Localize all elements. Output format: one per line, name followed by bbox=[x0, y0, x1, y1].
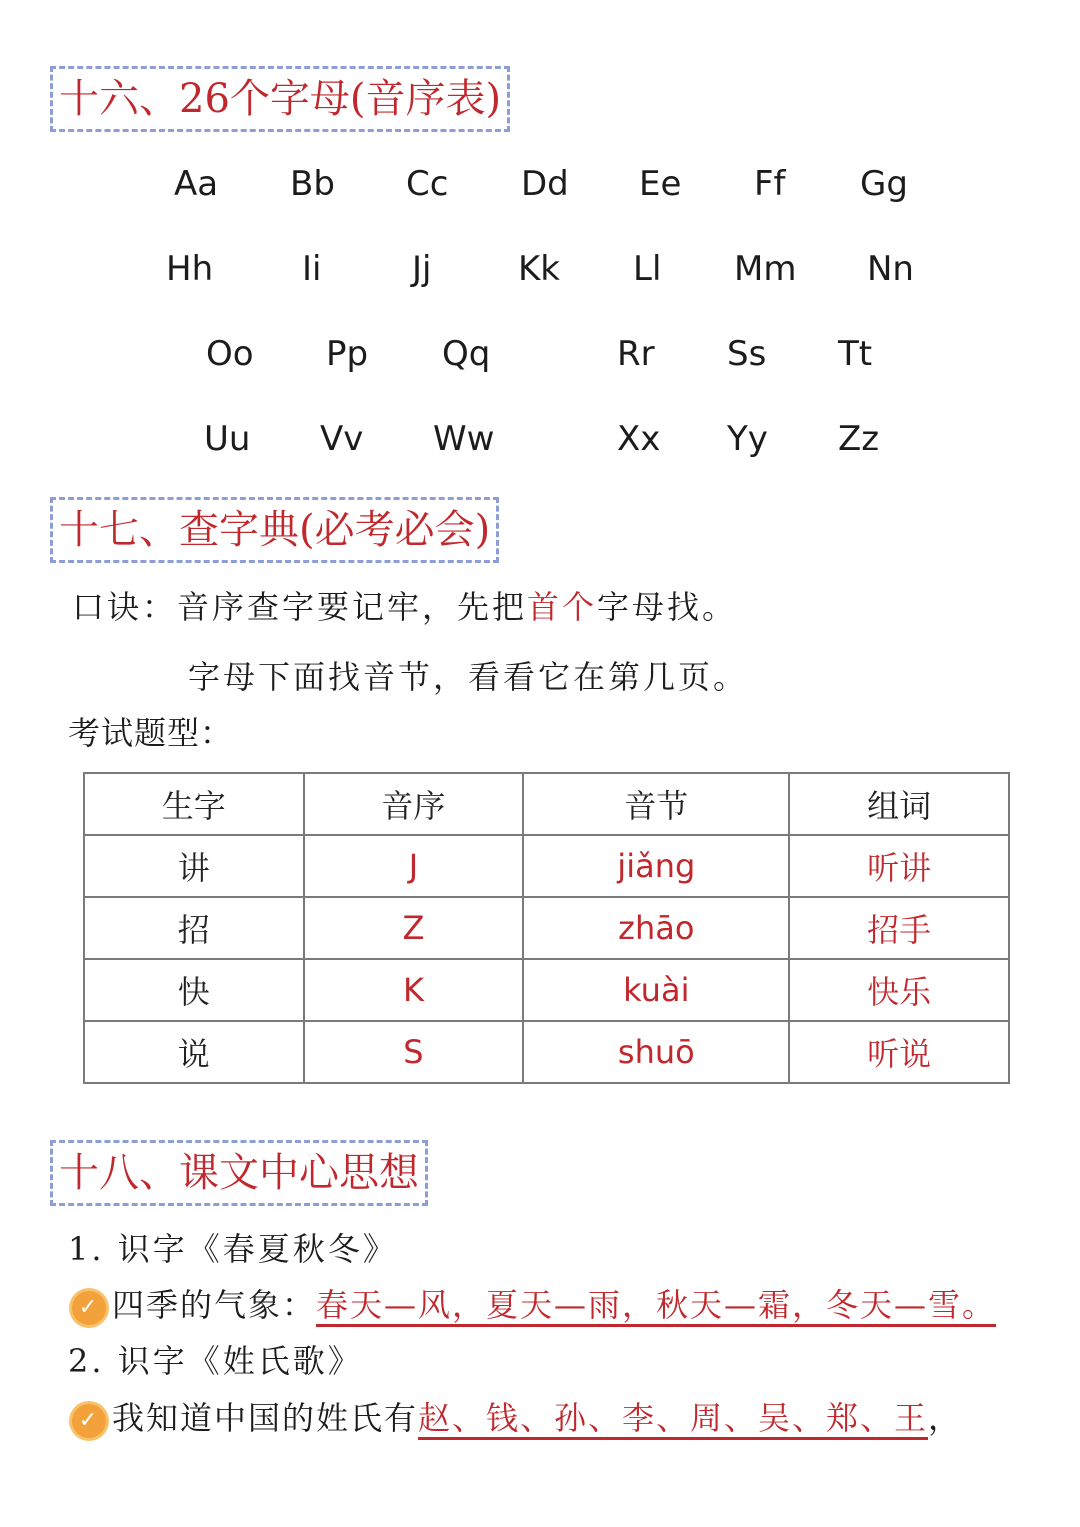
letter: Rr bbox=[617, 334, 655, 374]
letter: Zz bbox=[838, 419, 880, 459]
table-row bbox=[84, 1021, 1009, 1083]
letter: Dd bbox=[521, 164, 569, 204]
section-17-title: 十七、查字典(必考必会) bbox=[50, 497, 499, 563]
letter: Nn bbox=[867, 249, 914, 289]
table-row bbox=[84, 835, 1009, 897]
table-cell-char: 快 bbox=[84, 959, 304, 1021]
table-cell-char: 招 bbox=[84, 897, 304, 959]
table-cell-char: 说 bbox=[84, 1021, 304, 1083]
item-2-point-label: 我知道中国的姓氏有 bbox=[112, 1399, 419, 1437]
item-1-point bbox=[72, 1280, 996, 1326]
letter: Ii bbox=[302, 249, 322, 289]
table-cell-pinyin: kuài bbox=[523, 959, 789, 1021]
table-row bbox=[84, 897, 1009, 959]
item-2-point-tail: ， bbox=[928, 1399, 963, 1437]
letter: Xx bbox=[617, 419, 661, 459]
table-header: 音节 bbox=[523, 773, 789, 835]
rhyme-line-1 bbox=[72, 582, 737, 628]
table-cell-word: 听说 bbox=[789, 1021, 1009, 1083]
letter: Ww bbox=[433, 419, 495, 459]
section-16-title: 十六、26个字母(音序表) bbox=[50, 66, 510, 132]
table-cell-initial: Z bbox=[304, 897, 524, 959]
rhyme-line-1-start: 口诀：音序查字要记牢，先把 bbox=[72, 588, 528, 626]
letter: Kk bbox=[518, 249, 560, 289]
item-2-point bbox=[72, 1393, 962, 1439]
table-header: 生字 bbox=[84, 773, 304, 835]
letter: Yy bbox=[727, 419, 768, 459]
rhyme-highlight: 首个 bbox=[527, 588, 598, 626]
table-cell-initial: J bbox=[304, 835, 524, 897]
table-cell-word: 快乐 bbox=[789, 959, 1009, 1021]
dictionary-table bbox=[83, 772, 1010, 1084]
table-cell-pinyin: jiǎng bbox=[523, 835, 789, 897]
table-cell-pinyin: shuō bbox=[523, 1021, 789, 1083]
table-header: 组词 bbox=[789, 773, 1009, 835]
table-cell-word: 听讲 bbox=[789, 835, 1009, 897]
alphabet-row-4 bbox=[0, 419, 1080, 469]
letter: Oo bbox=[206, 334, 254, 374]
item-2-title: 2. 识字《姓氏歌》 bbox=[68, 1342, 363, 1380]
letter: Gg bbox=[860, 164, 908, 204]
letter: Ee bbox=[639, 164, 682, 204]
section-18-title: 十八、课文中心思想 bbox=[50, 1140, 428, 1206]
table-cell-pinyin: zhāo bbox=[523, 897, 789, 959]
letter: Ll bbox=[633, 249, 662, 289]
letter: Vv bbox=[320, 419, 364, 459]
table-header-row bbox=[84, 773, 1009, 835]
letter: Aa bbox=[174, 164, 219, 204]
letter: Pp bbox=[326, 334, 369, 374]
item-1-title: 1. 识字《春夏秋冬》 bbox=[68, 1230, 398, 1268]
letter: Uu bbox=[204, 419, 251, 459]
letter: Ss bbox=[727, 334, 767, 374]
item-1-point-text: 春天—风，夏天—雨，秋天—霜，冬天—雪。 bbox=[316, 1286, 997, 1324]
table-cell-word: 招手 bbox=[789, 897, 1009, 959]
alphabet-row-2 bbox=[0, 249, 1080, 299]
letter: Bb bbox=[290, 164, 335, 204]
table-row bbox=[84, 959, 1009, 1021]
table-header: 音序 bbox=[304, 773, 524, 835]
letter: Cc bbox=[406, 164, 449, 204]
rhyme-line-1-end: 字母找。 bbox=[597, 588, 738, 626]
check-badge-icon: ✓ bbox=[72, 1291, 106, 1325]
rhyme-line-2: 字母下面找音节，看看它在第几页。 bbox=[188, 658, 749, 696]
table-cell-char: 讲 bbox=[84, 835, 304, 897]
letter: Qq bbox=[442, 334, 491, 374]
alphabet-row-1 bbox=[0, 164, 1080, 214]
item-1-point-label: 四季的气象： bbox=[112, 1286, 317, 1324]
letter: Ff bbox=[754, 164, 786, 204]
table-cell-initial: S bbox=[304, 1021, 524, 1083]
letter: Hh bbox=[166, 249, 214, 289]
table-cell-initial: K bbox=[304, 959, 524, 1021]
alphabet-row-3 bbox=[0, 334, 1080, 384]
item-2-point-text: 赵、钱、孙、李、周、吴、郑、王 bbox=[418, 1399, 929, 1437]
letter: Mm bbox=[734, 249, 797, 289]
check-badge-icon: ✓ bbox=[72, 1404, 106, 1438]
letter: Jj bbox=[412, 249, 432, 289]
exam-type-label: 考试题型： bbox=[68, 714, 234, 752]
letter: Tt bbox=[838, 334, 873, 374]
